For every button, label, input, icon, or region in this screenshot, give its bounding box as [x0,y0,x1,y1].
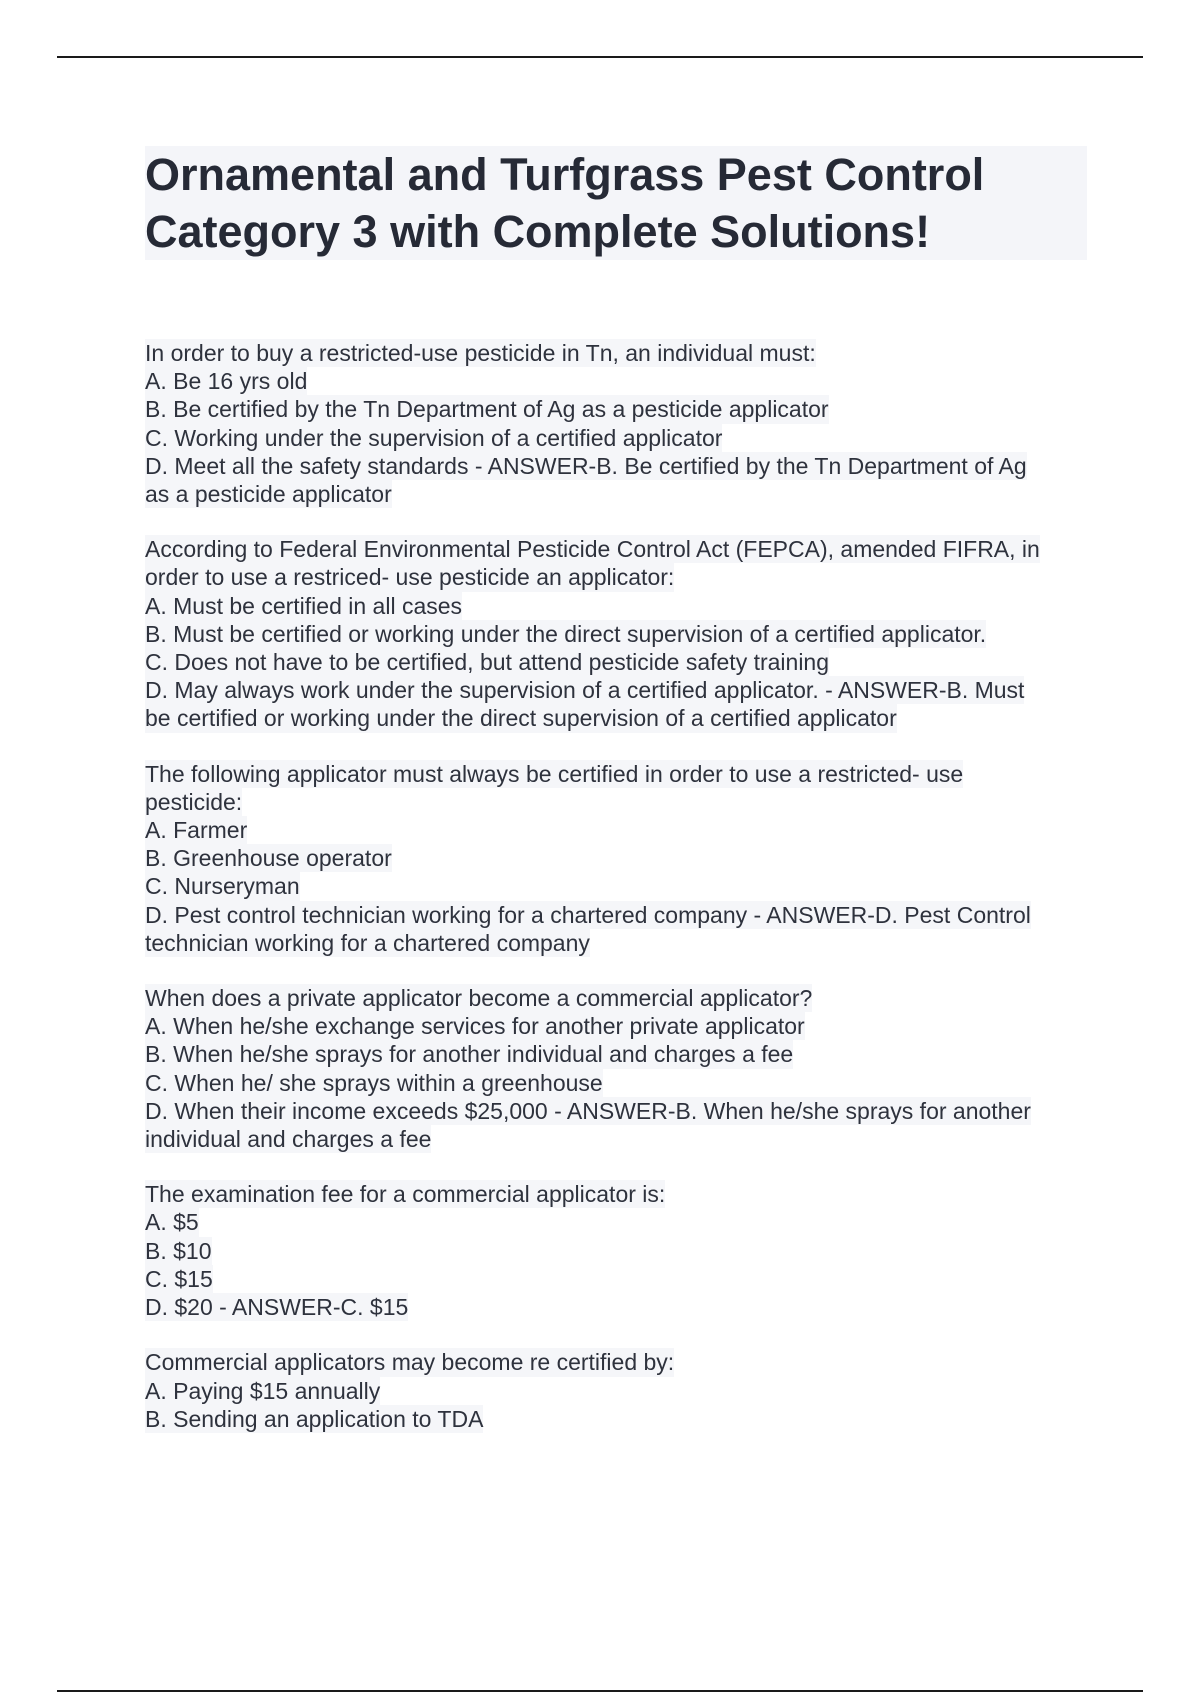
answer-option: C. $15 [145,1265,213,1292]
answer-line: individual and charges a fee [145,1126,432,1153]
question-block [145,1180,1095,1321]
question-line: According to Federal Environmental Pesticide Control Act (FEPCA), amended FIFRA, in [145,536,1040,563]
answer-option: B. Be certified by the Tn Department of Ag as a pesticide applicator [145,396,829,423]
page-title [145,146,1087,260]
question-line: Commercial applicators may become re certified by: [145,1349,675,1376]
answer-option: C. Does not have to be certified, but attend pesticide safety training [145,649,830,676]
question-block [145,535,1095,732]
question-block [145,984,1095,1153]
question-line: The examination fee for a commercial applicator is: [145,1181,666,1208]
answer-option: A. Paying $15 annually [145,1377,381,1404]
answer-option: C. Nurseryman [145,873,300,900]
answer-option: B. Must be certified or working under the direct supervision of a certified applicator. [145,620,987,647]
answer-option: D. May always work under the supervision of a certified applicator. - ANSWER-B. Must [145,677,1025,704]
answer-option: A. Be 16 yrs old [145,368,308,395]
title-text [145,146,1087,260]
title-line-1: Ornamental and Turfgrass Pest Control [145,149,985,200]
answer-option: A. When he/she exchange services for another private applicator [145,1013,805,1040]
question-block [145,339,1095,508]
question-block [145,760,1095,957]
top-rule [57,56,1143,58]
answer-line: technician working for a chartered company [145,929,590,956]
question-line: When does a private applicator become a commercial applicator? [145,985,813,1012]
answer-option: B. When he/she sprays for another individual and charges a fee [145,1041,794,1068]
answer-line: as a pesticide applicator [145,481,392,508]
question-line: In order to buy a restricted-use pesticide in Tn, an individual must: [145,340,816,366]
title-line-2: Category 3 with Complete Solutions! [145,206,931,257]
question-block [145,1348,1095,1433]
answer-option: B. Greenhouse operator [145,845,392,872]
document-body [145,339,1095,1460]
answer-line: D. $20 - ANSWER-C. $15 [145,1294,409,1321]
answer-option: A. Farmer [145,817,248,844]
answer-option: A. Must be certified in all cases [145,592,463,619]
answer-option: B. $10 [145,1237,212,1264]
question-line: pesticide: [145,788,243,815]
answer-option: C. Working under the supervision of a certified applicator [145,424,723,451]
question-line: order to use a restriced- use pesticide an applicator: [145,564,675,591]
bottom-rule [57,1690,1143,1692]
answer-line: be certified or working under the direct supervision of a certified applicator [145,705,897,732]
answer-option: D. Meet all the safety standards - ANSWER-B. Be certified by the Tn Department of Ag [145,452,1027,479]
answer-option: A. $5 [145,1209,199,1236]
answer-option: C. When he/ she sprays within a greenhouse [145,1069,603,1096]
answer-option: D. Pest control technician working for a chartered company - ANSWER-D. Pest Control [145,901,1031,928]
answer-option: D. When their income exceeds $25,000 - ANSWER-B. When he/she sprays for another [145,1097,1031,1124]
answer-option: B. Sending an application to TDA [145,1405,484,1432]
question-line: The following applicator must always be certified in order to use a restricted- use [145,760,964,787]
